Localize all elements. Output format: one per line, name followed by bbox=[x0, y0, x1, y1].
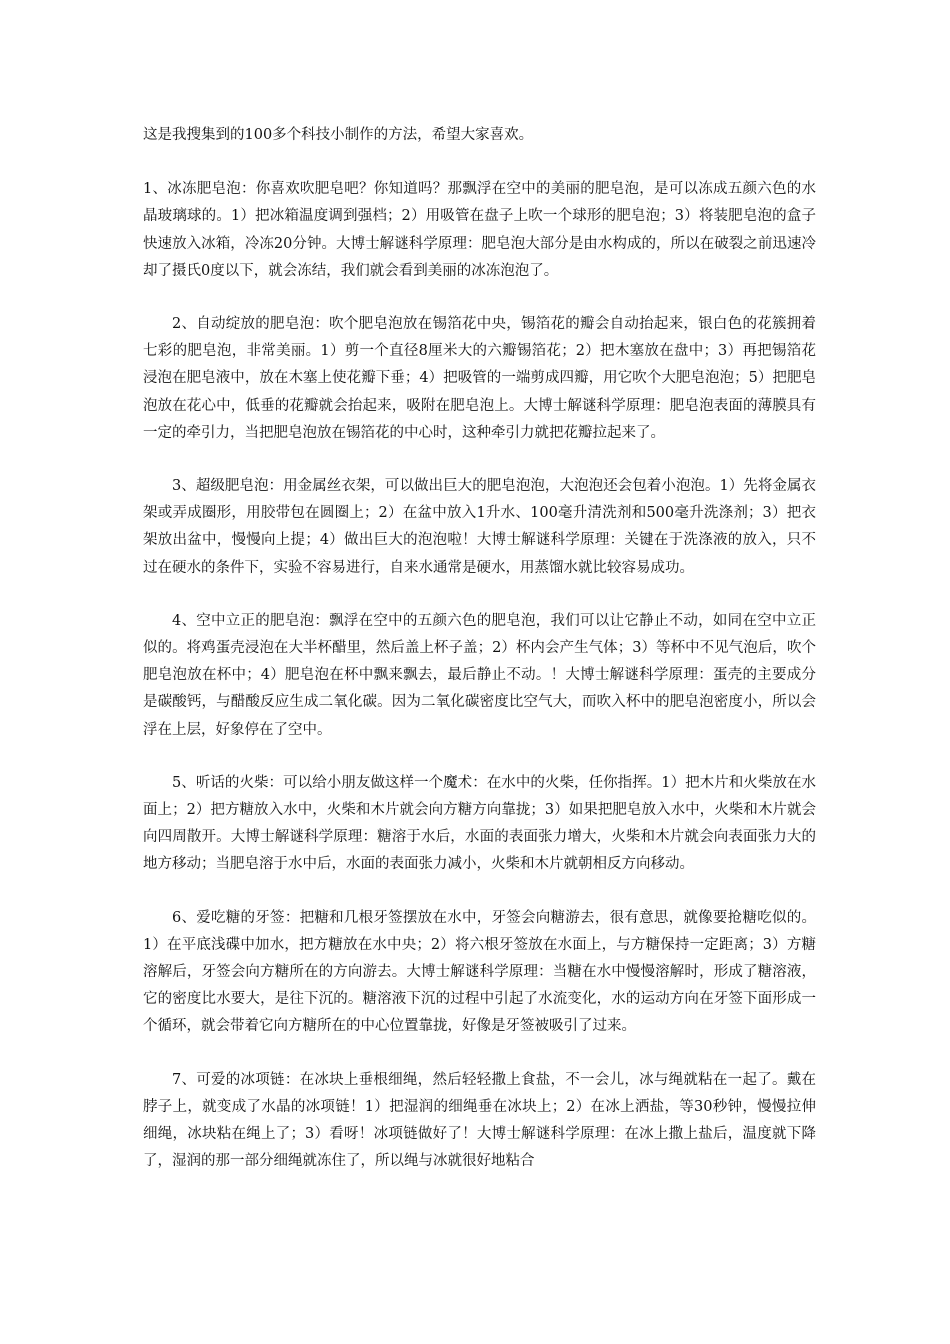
paragraph-6: 6、爱吃糖的牙签：把糖和几根牙签摆放在水中，牙签会向糖游去，很有意思，就像要抢糖吃似的。1）在平底浅碟中加水，把方糖放在水中央；2）将六根牙签放在水面上，与方糖保持一定距离；3）方糖溶解后，牙签会向方糖所在的方向游去。大博士解谜科学原理：当糖在水中慢慢溶解时，形成了糖溶液，它的密度比水要大，是往下沉的。糖溶液下沉的过程中引起了水流变化，水的运动方向在牙签下面形成一个循环，就会带着它向方糖所在的中心位置靠拢，好像是牙签被吸引了过来。 bbox=[143, 909, 816, 1035]
paragraph-1: 1、冰冻肥皂泡：你喜欢吹肥皂吧？你知道吗？那飘浮在空中的美丽的肥皂泡，是可以冻成五颜六色的水晶玻璃球的。1）把冰箱温度调到强档；2）用吸管在盘子上吹一个球形的肥皂泡；3）将装肥皂泡的盒子快速放入冰箱，冷冻20分钟。大博士解谜科学原理：肥皂泡大部分是由水构成的，所以在破裂之前迅速冷却了摄氏0度以下，就会冻结，我们就会看到美丽的冰冻泡泡了。 bbox=[143, 181, 816, 279]
paragraph-2: 2、自动绽放的肥皂泡：吹个肥皂泡放在锡箔花中央，锡箔花的瓣会自动抬起来，银白色的花簇拥着七彩的肥皂泡，非常美丽。1）剪一个直径8厘米大的六瓣锡箔花；2）把木塞放在盘中；3）再把锡箔花浸泡在肥皂液中，放在木塞上使花瓣下垂；4）把吸管的一端剪成四瓣，用它吹个大肥皂泡泡；5）把肥皂泡放在花心中，低垂的花瓣就会抬起来，吸附在肥皂泡上。大博士解谜科学原理：肥皂泡表面的薄膜具有一定的牵引力，当把肥皂泡放在锡箔花的中心时，这种牵引力就把花瓣拉起来了。 bbox=[143, 316, 816, 441]
document-page bbox=[143, 122, 816, 1202]
paragraph-3: 3、超级肥皂泡：用金属丝衣架，可以做出巨大的肥皂泡泡，大泡泡还会包着小泡泡。1）先将金属衣架或弄成圈形，用胶带包在圆圈上；2）在盆中放入1升水、100毫升清洗剂和500毫升洗涤剂；3）把衣架放出盆中，慢慢向上提；4）做出巨大的泡泡啦！大博士解谜科学原理：关键在于洗涤液的放入，只不过在硬水的条件下，实验不容易进行，自来水通常是硬水，用蒸馏水就比较容易成功。 bbox=[143, 478, 816, 576]
intro-text: 这是我搜集到的100多个科技小制作的方法，希望大家喜欢。 bbox=[143, 127, 534, 143]
paragraph-5: 5、听话的火柴：可以给小朋友做这样一个魔术：在水中的火柴，任你指挥。1）把木片和火柴放在水面上；2）把方糖放入水中，火柴和木片就会向方糖方向靠拢；3）如果把肥皂放入水中，火柴和木片就会向四周散开。大博士解谜科学原理：糖溶于水后，水面的表面张力增大，火柴和木片就会向表面张力大的地方移动；当肥皂溶于水中后，水面的表面张力减小，火柴和木片就朝相反方向移动。 bbox=[143, 774, 816, 873]
paragraph-4: 4、空中立正的肥皂泡：飘浮在空中的五颜六色的肥皂泡，我们可以让它静止不动，如同在空中立正似的。将鸡蛋壳浸泡在大半杯醋里，然后盖上杯子盖；2）杯内会产生气体；3）等杯中不见气泡后，吹个肥皂泡放在杯中；4）肥皂泡在杯中飘来飘去，最后静止不动。！大博士解谜科学原理：蛋壳的主要成分是碳酸钙，与醋酸反应生成二氧化碳。因为二氧化碳密度比空气大，而吹入杯中的肥皂泡密度小，所以会浮在上层，好象停在了空中。 bbox=[143, 612, 816, 738]
paragraph-7: 7、可爱的冰项链：在冰块上垂根细绳，然后轻轻撒上食盐，不一会儿，冰与绳就粘在一起了。戴在脖子上，就变成了水晶的冰项链！1）把湿润的细绳垂在冰块上；2）在冰上洒盐，等30秒钟，慢慢拉伸细绳，冰块粘在绳上了；3）看呀！冰项链做好了！大博士解谜科学原理：在冰上撒上盐后，温度就下降了，湿润的那一部分细绳就冻住了，所以绳与冰就很好地粘合 bbox=[143, 1071, 816, 1170]
